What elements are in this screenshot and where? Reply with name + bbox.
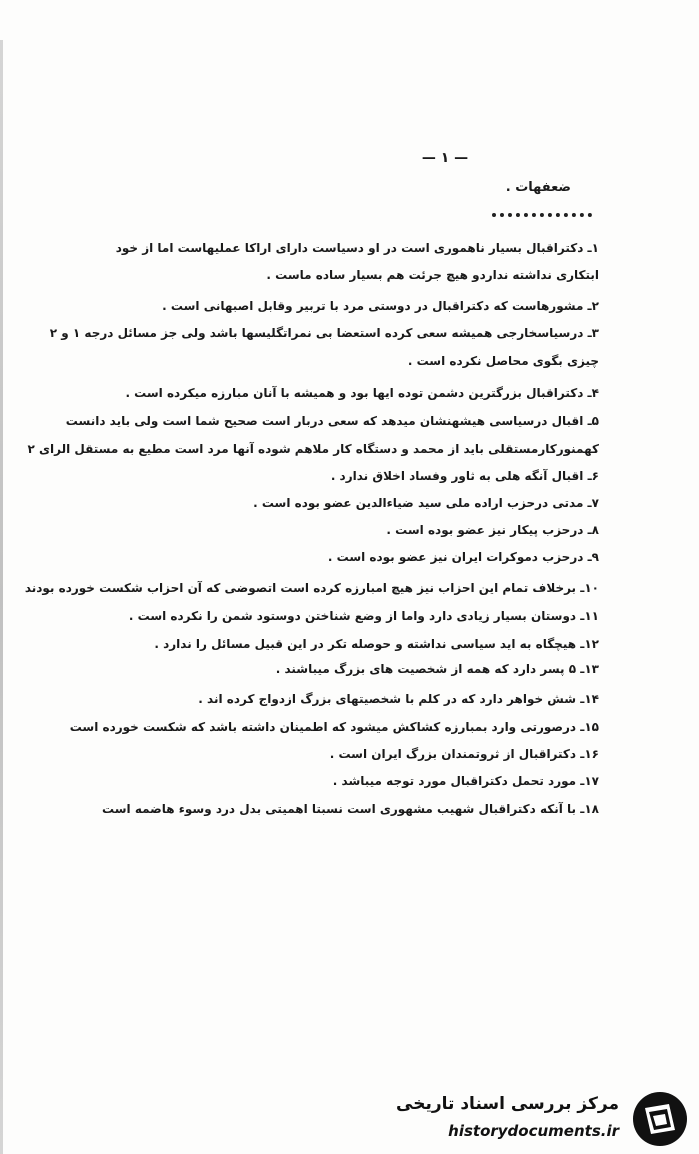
page-number: — ۱ — <box>421 150 469 166</box>
watermark-url[interactable]: historydocuments.ir <box>448 1122 619 1140</box>
text-line: ۱۱ـ دوستان بسیار زیادی دارد واما از وضع شناختن دوستود شمن را نکرده است . <box>128 609 599 623</box>
text-line: ۷ـ مدتی درحزب اراده ملی سید ضیاءالدین عضو بوده است . <box>253 496 599 510</box>
text-line: ۱۴ـ شش خواهر دارد که در کلم با شخصیتهای بزرگ ازدواج کرده اند . <box>198 692 599 706</box>
heading-underline-dots <box>492 205 592 217</box>
text-line: ۵ـ اقبال درسیاسی هیشهنشان میدهد که سعی دربار است صحیح شما است ولی باید دانست <box>65 414 599 428</box>
text-line: ۱۵ـ درصورتی وارد بمبارزه کشاکش میشود که اطمینان داشته باشد که شکست خورده است <box>69 720 599 734</box>
text-line: کهمنورکارمستقلی باید از محمد و دستگاه کار ملاهم شوده آنها مرد است مطیع به مستقل الرای ۲ <box>27 442 599 456</box>
text-line: ابتکاری نداشته نداردو هیچ جرئت هم بسیار ساده ماست . <box>266 268 599 282</box>
text-line: ۱۲ـ هیچگاه به اید سیاسی نداشته و حوصله تکر در این قبیل مسائل را ندارد . <box>154 637 599 651</box>
text-line: ۱۳ـ ۵ پسر دارد که همه از شخصیت های بزرگ میباشند . <box>275 662 599 676</box>
text-line: ۸ـ درحزب پیکار نیز عضو بوده است . <box>386 523 599 537</box>
text-line: ۲ـ مشورهاست که دکتراقبال در دوستی مرد با تربیر وقابل اصبهانی است . <box>162 299 599 313</box>
text-line: ۱۰ـ برخلاف تمام این احزاب نیز هیچ امبارزه کرده است اتصوضی که آن احزاب شکست خورده بودند <box>24 581 599 595</box>
text-line: ۳ـ درسیاسخارجی همیشه سعی کرده استعضا بی نمراتگلیسها باشد ولی جز مسائل درجه ۱ و ۲ <box>49 326 599 340</box>
watermark-title: مرکز بررسی اسناد تاریخی <box>396 1094 619 1114</box>
watermark <box>396 1090 689 1150</box>
text-line: ۱۶ـ دکتراقبال از ثروتمندان بزرگ ایران است . <box>329 747 599 761</box>
text-line: ۱۸ـ با آنکه دکتراقبال شهیب مشهوری است نسبتا اهمیتی بدل درد وسوء هاضمه است <box>102 802 599 816</box>
text-line: ۱۷ـ مورد تحمل دکتراقبال مورد توجه میباشد . <box>332 774 599 788</box>
text-line: چیزی بگوی محاصل نکرده است . <box>407 354 599 368</box>
section-heading: ضعفهات . <box>505 180 571 195</box>
text-line: ۱ـ دکتراقبال بسیار ناهموری است در او دسیاست دارای اراکا عملیهاست اما از خود <box>115 241 599 255</box>
text-line: ۹ـ درحزب دموکرات ایران نیز عضو بوده است . <box>327 550 599 564</box>
text-line: ۴ـ دکتراقبال بزرگترین دشمن توده ایها بود و همیشه با آنان مبارزه میکرده است . <box>125 386 599 400</box>
scan-edge-shadow <box>0 40 3 1154</box>
archive-logo-icon <box>631 1090 689 1148</box>
text-line: ۶ـ اقبال آنگه هلی به ثاور وفساد اخلاق ندارد . <box>330 469 599 483</box>
